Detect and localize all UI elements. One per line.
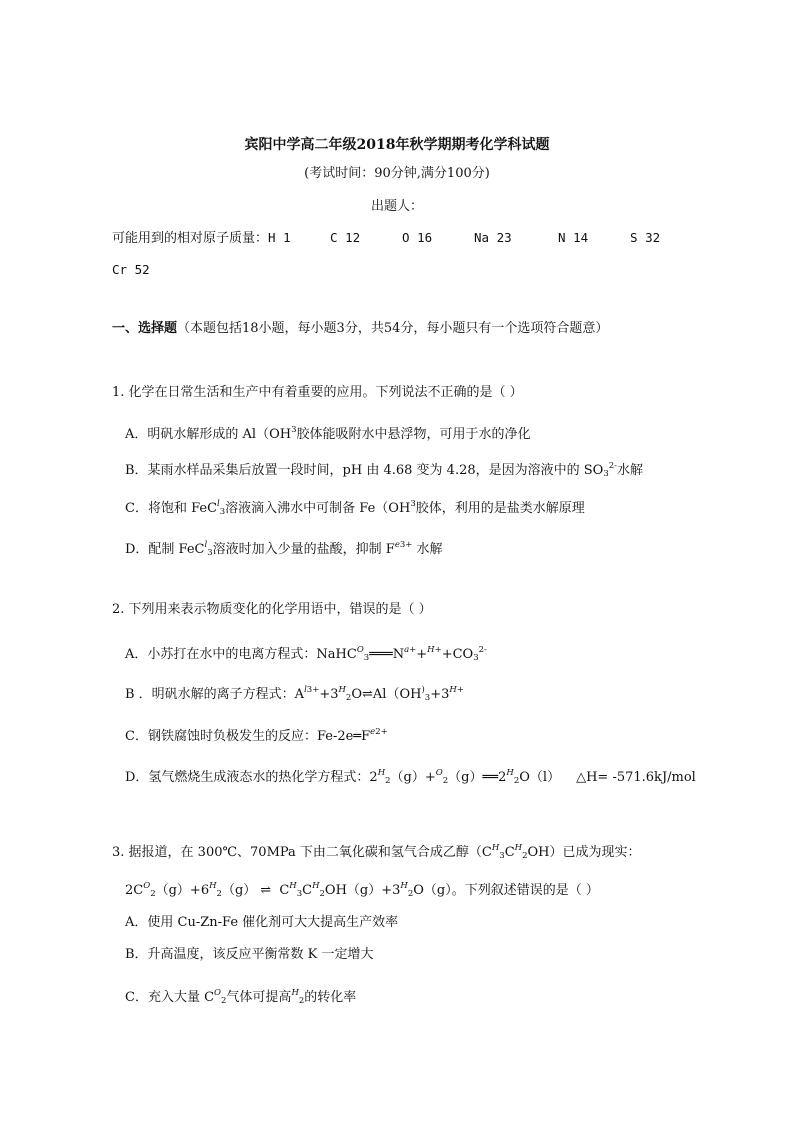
author-label: 出题人：	[370, 199, 423, 214]
atomic-masses-label: 可能用到的相对原子质量：	[112, 231, 269, 246]
q1-option-d: D．配制 FeC$^l_3$溶液时加入少量的盐酸，抑制 $F^{e3+}$ 水解	[125, 540, 443, 558]
q2-stem: 2. 下列用来表示物质变化的化学用语中，错误的是（ ）	[112, 602, 432, 617]
mass-c: C 12	[330, 230, 361, 245]
q3-option-b: B．升高温度，该反应平衡常数 K 一定增大	[125, 947, 374, 962]
exam-info: (考试时间：90分钟,满分100分)	[304, 166, 490, 181]
mass-h: H 1	[268, 230, 291, 245]
mass-o: O 16	[402, 230, 433, 245]
q3-option-c: C．充入大量 $C^O_2$气体可提高$^H_2$的转化率	[125, 988, 357, 1006]
q1-stem: 1. 化学在日常生活和生产中有着重要的应用。下列说法不正确的是（ ）	[112, 385, 523, 400]
section-heading	[112, 320, 608, 338]
q1-option-c: C．将饱和 FeC$^l_3$溶液滴入沸水中可制备 $Fe(OH^3$胶体，利用的是盐类水解原理	[125, 499, 585, 517]
mass-n: N 14	[558, 230, 589, 245]
section-desc: （本题包括18小题，每小题3分，共54分，每小题只有一个选项符合题意）	[177, 321, 609, 336]
atomic-masses-line	[112, 229, 660, 248]
mass-na: Na 23	[474, 230, 512, 245]
q2-option-b: B ．明矾水解的离子方程式：$A^{l3+}+3^H_2O\rightleftharpoons Al(OH^)_3+3^{H+}$	[125, 685, 464, 703]
q2-option-c: C．钢铁腐蚀时负极发生的反应：$Fe-2e═F^{e2+}$	[125, 727, 388, 744]
q1-option-a: A．明矾水解形成的 $Al(OH^3$胶体能吸附水中悬浮物，可用于水的净化	[125, 425, 531, 442]
page-title: 宾阳中学高二年级2018年秋学期期考化学科试题	[244, 137, 550, 153]
mass-cr: Cr 52	[112, 262, 150, 277]
mass-s: S 32	[630, 230, 661, 245]
q3-option-a: A．使用 Cu-Zn-Fe 催化剂可大大提高生产效率	[125, 915, 399, 930]
q2-option-d: D．氢气燃烧生成液态水的热化学方程式：$2^H_2(g)+^O_2(g)══2^H_2O(l)$ △H= -571.6kJ/mol	[125, 768, 696, 786]
q2-option-a: A．小苏打在水中的电离方程式：$NaHC^O_3═══N^{a+}+^{H+}+CO_3^{2-}$	[125, 645, 487, 663]
q3-stem: 3. 据报道，在 300℃、70MPa 下由二氧化碳和氢气合成乙醇$(C^H_3C^H_2OH)$已成为现实：	[112, 843, 641, 861]
q1-option-b: B．某雨水样品采集后放置一段时间，pH 由 4.68 变为 4.28，是因为溶液中的 $SO_3^{2-}$水解	[125, 461, 644, 479]
section-title: 一、选择题	[112, 321, 178, 336]
q3-equation: $2C^O_2(g)+6^H_2(g)$ ⇌ $C^H_3C^H_2OH(g)+3^H_2O(g)$。下列叙述错误的是（ ）	[125, 881, 599, 899]
